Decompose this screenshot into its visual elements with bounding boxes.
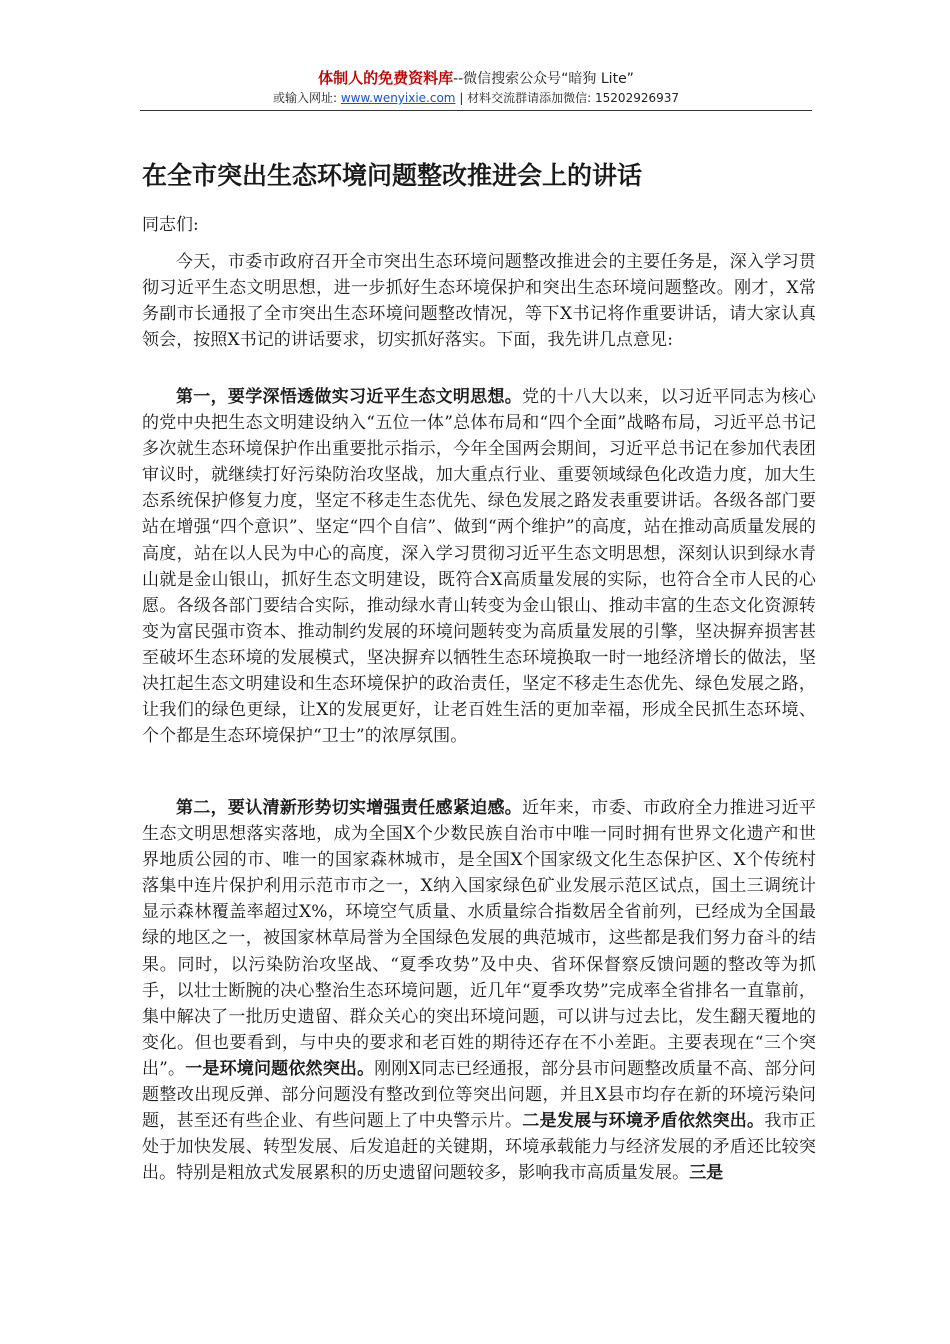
header-brand: 体制人的免费资料库 [318,69,454,87]
paragraph-second-point [142,795,816,1186]
sub-point-1-lead: 一是环境问题依然突出。 [185,1058,375,1079]
site-header [140,68,812,107]
header-tagline: --微信搜索公众号“暗狗 Lite” [453,71,634,87]
sub-point-2-lead: 二是发展与环境矛盾依然突出。 [522,1111,765,1132]
sub-point-3-lead: 三是 [689,1163,724,1184]
sub-point-1-text: 刚刚X同志已经通报，部分县市问题整改质量不高、部分问题整改出现反弹、部分问题没有整改到位等突出问题，并且X县市均存在新的环境污染问题，甚至还有些企业、有些问题上了中央警示片。 [142,1058,816,1132]
paragraph-second-point-lead: 第二，要认清新形势切实增强责任感紧迫感。 [176,798,523,818]
header-url-prefix: 或输入网址: [272,91,341,105]
paragraph-first-point-lead: 第一，要学深悟透做实习近平生态文明思想。 [176,387,523,407]
sub-point-2-text: 我市正处于加快发展、转型发展、后发追赶的关键期，环境承载能力与经济发展的矛盾还比较突出。特别是粗放式发展累积的历史遗留问题较多，影响我市高质量发展。 [142,1111,816,1184]
page-title: 在全市突出生态环境问题整改推进会上的讲话 [142,161,643,190]
header-promo-line [140,68,812,89]
header-contact: | 材料交流群请添加微信: 15202926937 [455,91,680,105]
header-url-link[interactable]: www.wenyixie.com [340,91,456,105]
paragraph-second-point-text: 近年来，市委、市政府全力推进习近平生态文明思想落实落地，成为全国X个少数民族自治市中唯一同时拥有世界文化遗产和世界地质公园的市、唯一的国家森林城市，是全国X个国家级文化生态保护区、X个传统村落集中连片保护利用示范市市之一，X纳入国家绿色矿业发展示范区试点，国土三调统计显示森林覆盖率超过X%，环境空气质量、水质量综合指数居全省前列，已经成为全国最绿的地区之一，被国家林草局誉为全国绿色发展的典范城市，这些都是我们努力奋斗的结果。同时，以污染防治攻坚战、“夏季攻势”及中央、省环保督察反馈问题的整改等为抓手，以壮士断腕的决心整治生态环境问题，近几年“夏季攻势”完成率全省排名一直靠前，集中解决了一批历史遗留、群众关心的突出环境问题，可以讲与过去比，发生翻天覆地的变化。但也要看到，与中央的要求和老百姓的期待还存在不小差距。主要表现在“三个突出”。 [142,798,817,1079]
header-divider [140,110,812,111]
paragraph-intro [142,249,816,353]
header-url-line [140,89,812,107]
paragraph-intro-text: 今天，市委市政府召开全市突出生态环境问题整改推进会的主要任务是，深入学习贯彻习近平生态文明思想，进一步抓好生态环境保护和突出生态环境问题整改。刚才，X常务副市长通报了全市突出生态环境问题整改情况，等下X书记将作重要讲话，请大家认真领会，按照X书记的讲话要求，切实抓好落实。下面，我先讲几点意见: [142,252,816,351]
paragraph-first-point-text: 党的十八大以来，以习近平同志为核心的党中央把生态文明建设纳入“五位一体”总体布局和“四个全面”战略布局，习近平总书记多次就生态环境保护作出重要批示指示，今年全国两会期间，习近平总书记在参加代表团审议时，就继续打好污染防治攻坚战，加大重点行业、重要领域绿色化改造力度，加大生态系统保护修复力度，坚定不移走生态优先、绿色发展之路发表重要讲话。各级各部门要站在增强“四个意识”、坚定“四个自信”、做到“两个维护”的高度，站在推动高质量发展的高度，站在以人民为中心的高度，深入学习贯彻习近平生态文明思想，深刻认识到绿水青山就是金山银山，抓好生态文明建设，既符合X高质量发展的实际，也符合全市人民的心愿。各级各部门要结合实际，推动绿水青山转变为金山银山、推动丰富的生态文化资源转变为富民强市资本、推动制约发展的环境问题转变为高质量发展的引擎，坚决摒弃损害甚至破坏生态环境的发展模式，坚决摒弃以牺牲生态环境换取一时一地经济增长的做法，坚决扛起生态文明建设和生态环境保护的政治责任，坚定不移走生态优先、绿色发展之路，让我们的绿色更绿，让X的发展更好，让老百姓生活的更加幸福，形成全民抓生态环境、个个都是生态环境保护“卫士”的浓厚氛围。 [142,387,817,747]
salutation: 同志们: [142,215,199,235]
paragraph-first-point [142,384,816,749]
